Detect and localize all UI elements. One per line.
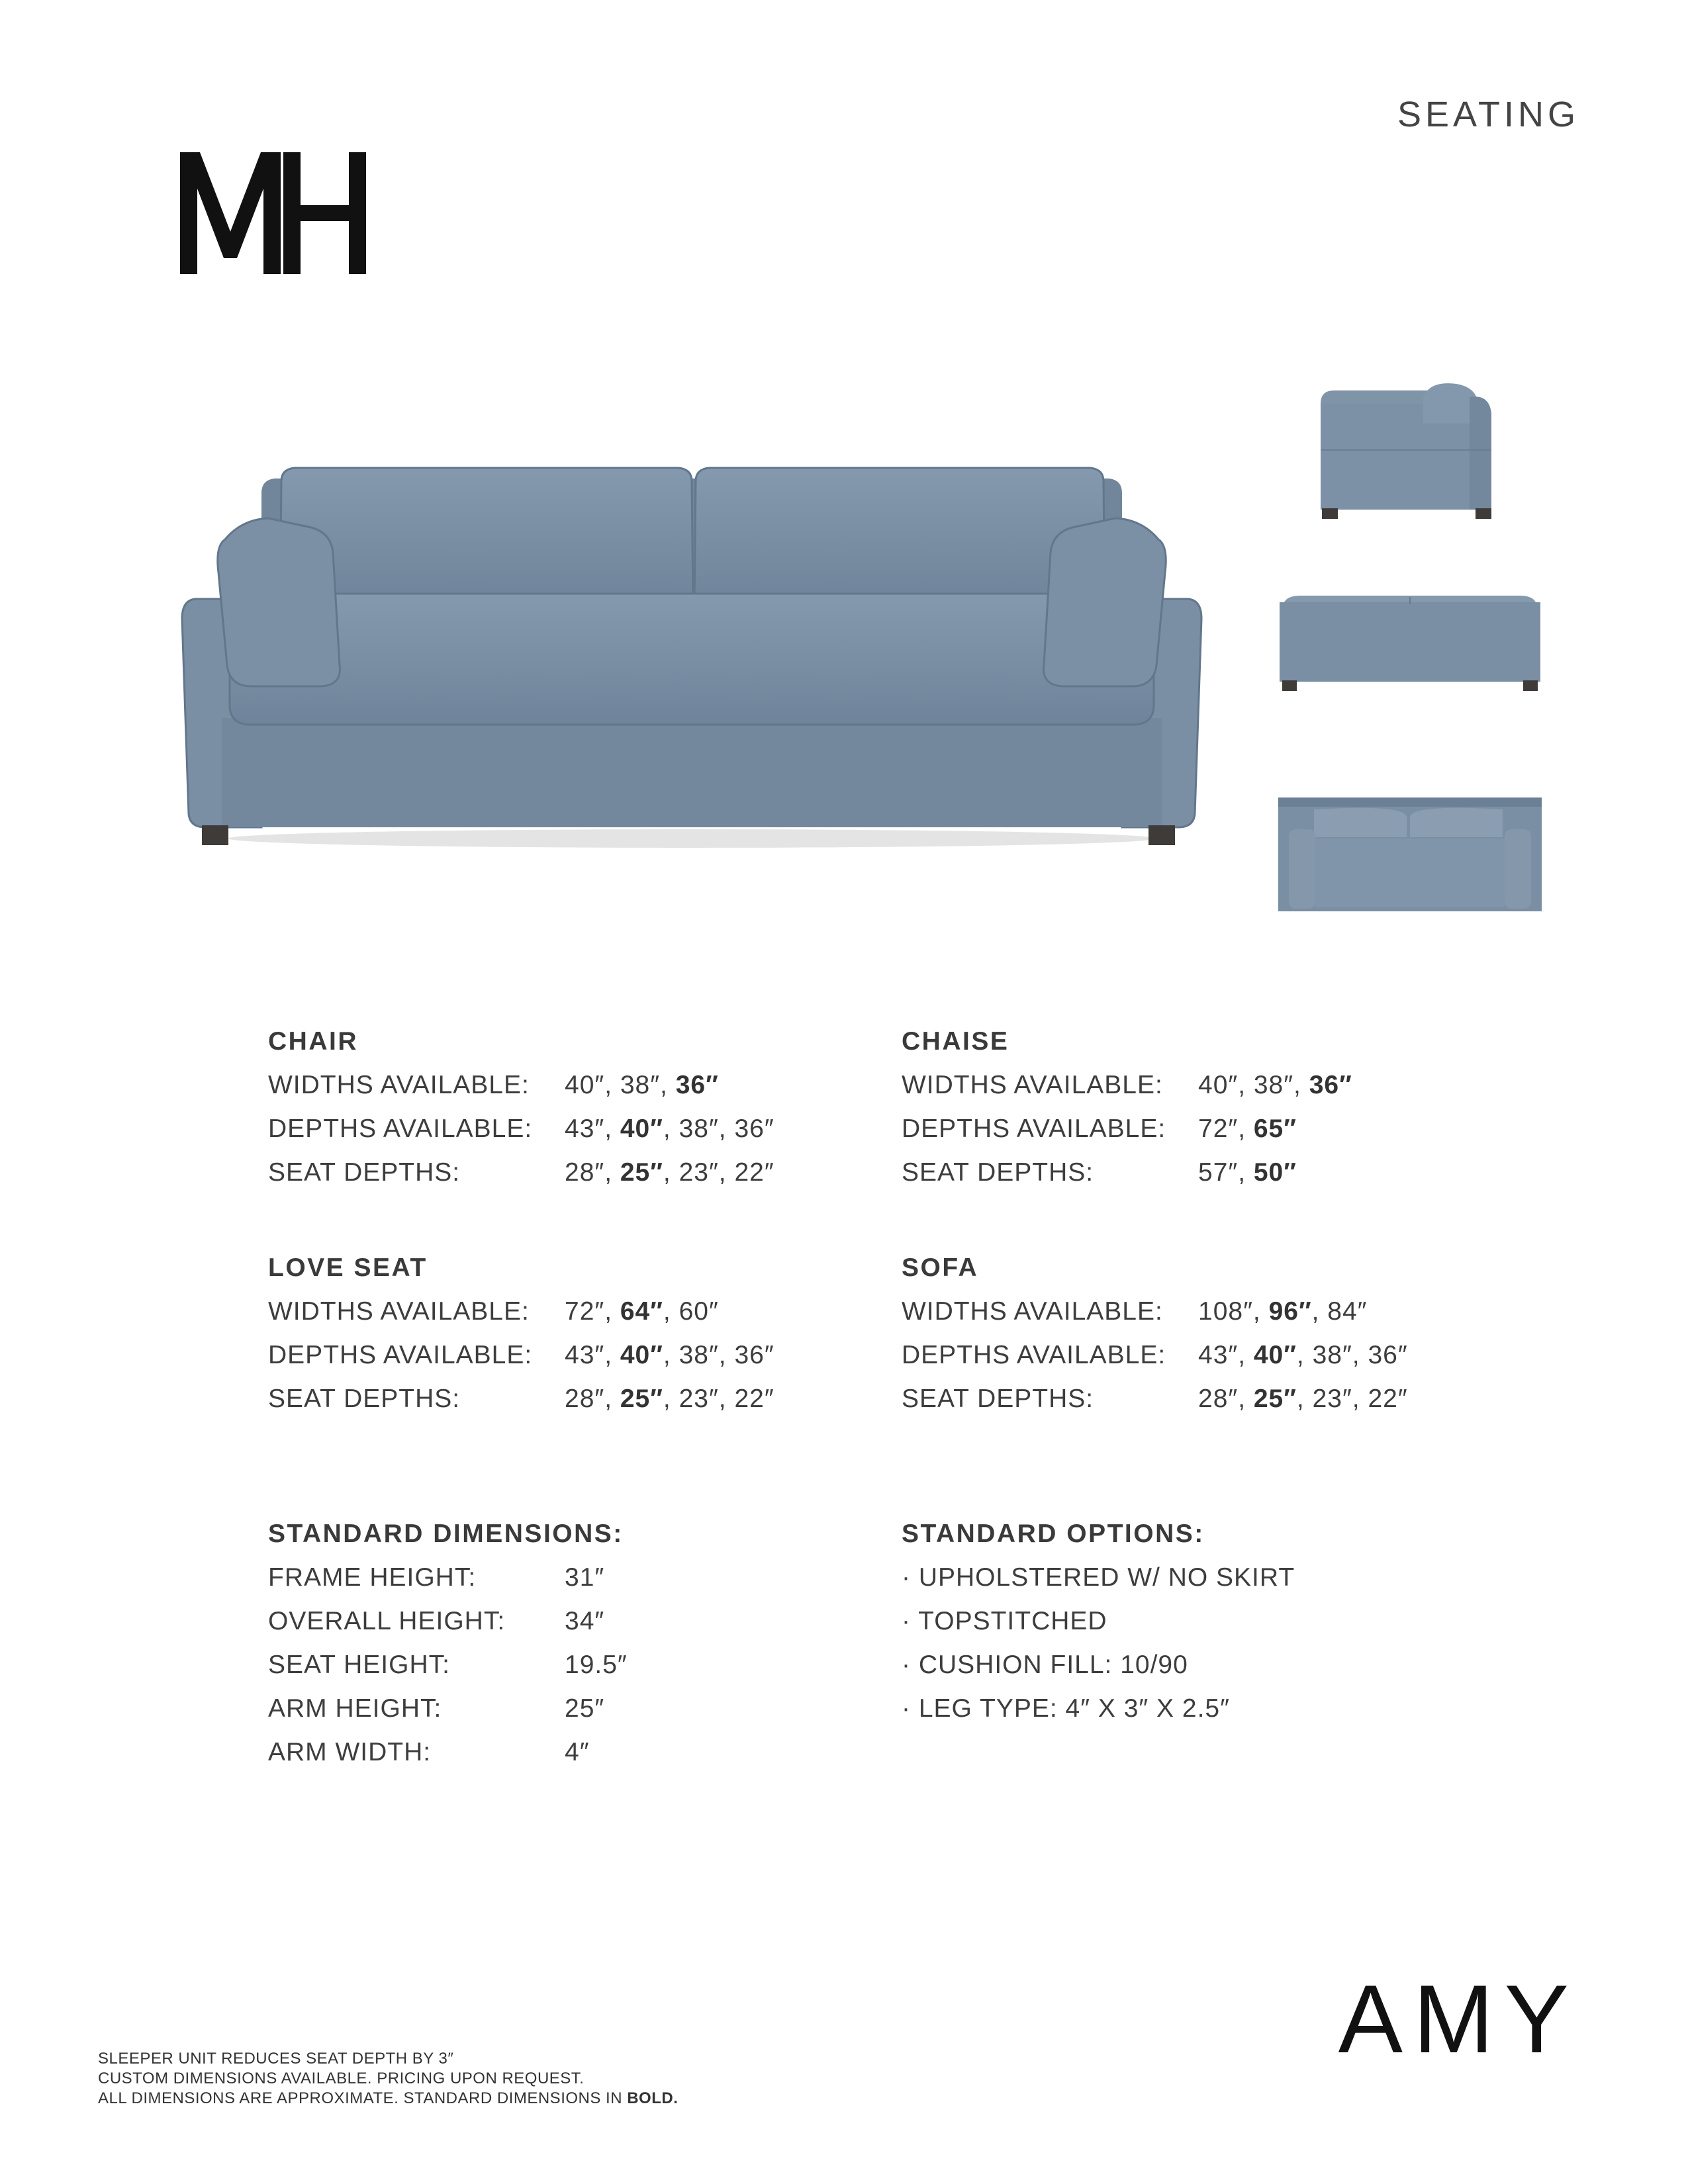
spec-value: 36″	[1368, 1341, 1408, 1369]
standard-dimensions	[268, 1517, 628, 1779]
spec-values: 43″, 40″, 38″, 36″	[565, 1341, 774, 1369]
dimension-row	[268, 1561, 624, 1604]
dimension-row	[268, 1735, 624, 1779]
option-item: · LEG TYPE: 4″ X 3″ X 2.5″	[902, 1694, 1230, 1723]
spec-love-seat	[268, 1251, 774, 1426]
spec-value-standard: 96″	[1268, 1297, 1312, 1326]
spec-label: DEPTHS AVAILABLE:	[268, 1341, 533, 1369]
footer-line: SLEEPER UNIT REDUCES SEAT DEPTH BY 3″	[98, 2050, 454, 2068]
spec-label: DEPTHS AVAILABLE:	[902, 1115, 1166, 1143]
spec-value: 38″	[620, 1071, 661, 1099]
spec-value: 72″	[565, 1297, 605, 1326]
spec-values: 72″, 65″	[1198, 1115, 1297, 1143]
dimension-value: 31″	[565, 1563, 605, 1592]
spec-label: SEAT DEPTHS:	[902, 1385, 1094, 1413]
spec-row	[902, 1068, 1352, 1112]
spec-values: 72″, 64″, 60″	[565, 1297, 719, 1326]
standard-options-title: STANDARD OPTIONS:	[902, 1520, 1205, 1548]
product-name: AMY	[1338, 1965, 1579, 2073]
spec-value: 22″	[1368, 1385, 1408, 1413]
spec-value: 43″	[565, 1341, 605, 1369]
dimension-value: 4″	[565, 1738, 590, 1766]
spec-value-standard: 25″	[620, 1158, 663, 1187]
spec-value: 84″	[1327, 1297, 1368, 1326]
spec-row	[902, 1295, 1368, 1338]
spec-value: 23″	[1312, 1385, 1352, 1413]
spec-row	[902, 1382, 1408, 1426]
dimension-row	[268, 1648, 628, 1692]
spec-values: 28″, 25″, 23″, 22″	[565, 1385, 774, 1413]
spec-values: 108″, 96″, 84″	[1198, 1297, 1368, 1326]
spec-value: 38″	[679, 1115, 719, 1143]
dimension-row	[268, 1692, 624, 1735]
footer-line: CUSTOM DIMENSIONS AVAILABLE. PRICING UPON REQUEST.	[98, 2070, 585, 2087]
spec-title: CHAISE	[902, 1027, 1009, 1056]
spec-value: 23″	[679, 1158, 719, 1187]
spec-value: 22″	[734, 1158, 774, 1187]
spec-title: LOVE SEAT	[268, 1253, 428, 1282]
spec-value: 36″	[734, 1341, 774, 1369]
spec-value-standard: 64″	[620, 1297, 663, 1326]
dimension-label: OVERALL HEIGHT:	[268, 1607, 506, 1635]
spec-value: 43″	[565, 1115, 605, 1143]
standard-dimensions-title: STANDARD DIMENSIONS:	[268, 1520, 624, 1548]
spec-values: 43″, 40″, 38″, 36″	[1198, 1341, 1408, 1369]
spec-value: 28″	[1198, 1385, 1239, 1413]
spec-value: 60″	[679, 1297, 719, 1326]
spec-value-standard: 40″	[620, 1115, 663, 1143]
footer-line-text: ALL DIMENSIONS ARE APPROXIMATE. STANDARD DIMENSIONS IN	[98, 2089, 628, 2107]
spec-value-standard: 25″	[620, 1385, 663, 1413]
option-item: · CUSHION FILL: 10/90	[902, 1651, 1188, 1679]
spec-value: 57″	[1198, 1158, 1239, 1187]
spec-label: SEAT DEPTHS:	[268, 1158, 461, 1187]
dimension-row	[268, 1604, 624, 1648]
spec-label: SEAT DEPTHS:	[268, 1385, 461, 1413]
spec-value: 72″	[1198, 1115, 1239, 1143]
standard-options	[902, 1517, 1295, 1735]
dimension-value: 19.5″	[565, 1651, 628, 1679]
spec-value: 36″	[734, 1115, 774, 1143]
spec-value-standard: 36″	[675, 1071, 719, 1099]
spec-value-standard: 40″	[620, 1341, 663, 1369]
option-item: · TOPSTITCHED	[902, 1607, 1107, 1635]
footer-notes	[98, 2049, 678, 2109]
spec-value: 40″	[1198, 1071, 1239, 1099]
spec-chair	[268, 1024, 774, 1199]
spec-label: SEAT DEPTHS:	[902, 1158, 1094, 1187]
spec-row	[268, 1156, 774, 1199]
footer-line	[98, 2089, 678, 2109]
spec-row	[268, 1112, 774, 1156]
dimension-value: 25″	[565, 1694, 605, 1723]
dimension-label: ARM WIDTH:	[268, 1738, 432, 1766]
spec-value: 28″	[565, 1158, 605, 1187]
spec-value-standard: 40″	[1253, 1341, 1297, 1369]
spec-value: 40″	[565, 1071, 605, 1099]
dimension-label: FRAME HEIGHT:	[268, 1563, 477, 1592]
spec-value: 38″	[1312, 1341, 1352, 1369]
spec-values: 57″, 50″	[1198, 1158, 1297, 1187]
spec-chaise	[902, 1024, 1352, 1199]
spec-label: WIDTHS AVAILABLE:	[902, 1071, 1163, 1099]
spec-value: 43″	[1198, 1341, 1239, 1369]
spec-row	[268, 1068, 719, 1112]
spec-values: 40″, 38″, 36″	[1198, 1071, 1352, 1099]
spec-value: 22″	[734, 1385, 774, 1413]
spec-row	[902, 1338, 1408, 1382]
brand-logo	[180, 152, 367, 274]
spec-values: 43″, 40″, 38″, 36″	[565, 1115, 774, 1143]
footer-bold-text: BOLD.	[627, 2089, 679, 2107]
spec-sofa	[902, 1251, 1408, 1426]
spec-value: 23″	[679, 1385, 719, 1413]
category-label: SEATING	[1397, 95, 1579, 134]
spec-label: WIDTHS AVAILABLE:	[902, 1297, 1163, 1326]
spec-value: 38″	[1253, 1071, 1294, 1099]
spec-label: WIDTHS AVAILABLE:	[268, 1071, 530, 1099]
spec-value: 28″	[565, 1385, 605, 1413]
spec-value-standard: 36″	[1309, 1071, 1352, 1099]
spec-value: 38″	[679, 1341, 719, 1369]
spec-values: 40″, 38″, 36″	[565, 1071, 719, 1099]
dimension-label: ARM HEIGHT:	[268, 1694, 442, 1723]
spec-row	[268, 1338, 774, 1382]
spec-label: WIDTHS AVAILABLE:	[268, 1297, 530, 1326]
spec-row	[902, 1112, 1297, 1156]
spec-values: 28″, 25″, 23″, 22″	[1198, 1385, 1408, 1413]
spec-value-standard: 65″	[1253, 1115, 1297, 1143]
sofa-front-image	[169, 440, 1215, 864]
spec-value-standard: 50″	[1253, 1158, 1297, 1187]
spec-title: SOFA	[902, 1253, 979, 1282]
spec-value: 108″	[1198, 1297, 1253, 1326]
spec-label: DEPTHS AVAILABLE:	[268, 1115, 533, 1143]
spec-row	[268, 1295, 719, 1338]
spec-value-standard: 25″	[1253, 1385, 1297, 1413]
spec-values: 28″, 25″, 23″, 22″	[565, 1158, 774, 1187]
dimension-value: 34″	[565, 1607, 605, 1635]
option-item: · UPHOLSTERED W/ NO SKIRT	[902, 1563, 1295, 1592]
spec-title: CHAIR	[268, 1027, 358, 1056]
sofa-back-view-image	[1274, 589, 1546, 702]
spec-row	[268, 1382, 774, 1426]
spec-row	[902, 1156, 1297, 1199]
sofa-side-view-image	[1314, 377, 1506, 523]
dimension-label: SEAT HEIGHT:	[268, 1651, 450, 1679]
spec-label: DEPTHS AVAILABLE:	[902, 1341, 1166, 1369]
sofa-top-view-image	[1274, 791, 1546, 917]
